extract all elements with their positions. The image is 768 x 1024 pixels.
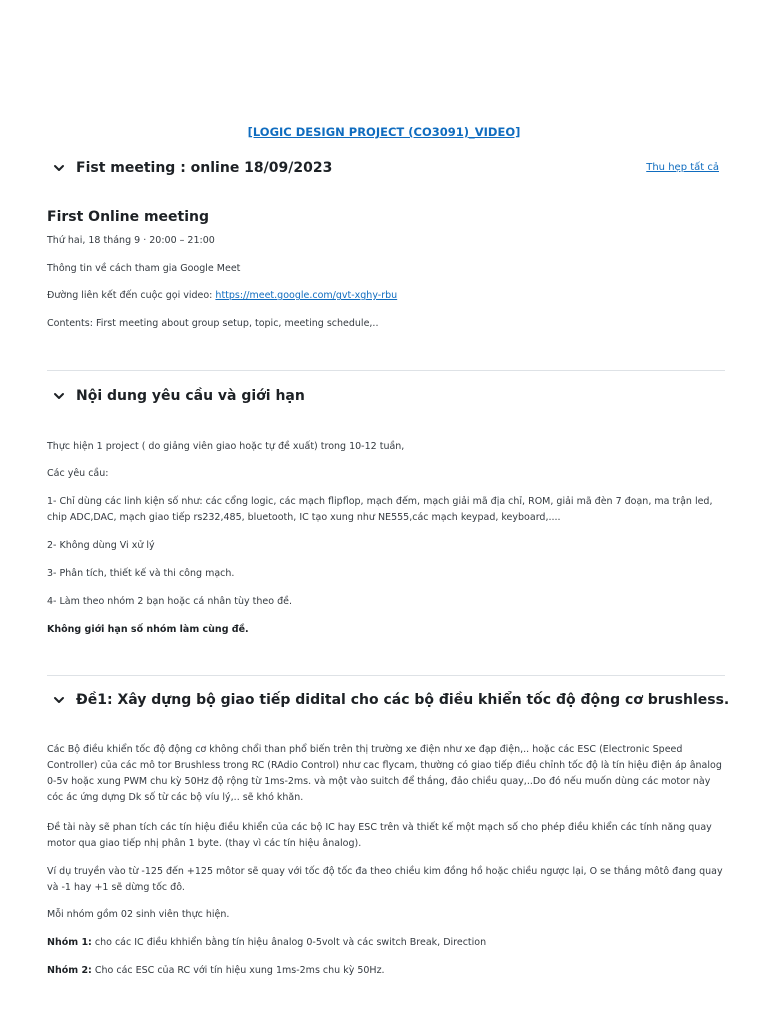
section-header-topic1[interactable]: [52, 692, 729, 708]
chevron-down-icon[interactable]: [52, 693, 66, 707]
meet-link[interactable]: https://meet.google.com/gvt-xghy-rbu: [215, 290, 398, 301]
group1-text: cho các IC điều khhiển bằng tín hiệu ânalog 0-5volt và các switch Break, Direction: [91, 937, 487, 948]
group2-line: [47, 963, 727, 979]
chevron-down-icon[interactable]: [52, 389, 66, 403]
video-link-label: Đường liên kết đến cuộc gọi video:: [47, 290, 216, 301]
requirement-text: 4- Làm theo nhóm 2 bạn hoặc cá nhân tùy theo đề.: [47, 596, 292, 607]
topic-text: Mỗi nhóm gồm 02 sinh viên thực hiện.: [47, 909, 230, 920]
section-divider: [47, 675, 725, 676]
collapse-all-link[interactable]: Thu hẹp tất cả: [646, 162, 719, 173]
section-title: Nội dung yêu cầu và giới hạn: [76, 388, 305, 404]
event-contents: Contents: First meeting about group setup, topic, meeting schedule,..: [47, 318, 379, 329]
section-divider: [47, 370, 725, 371]
chevron-down-icon[interactable]: [52, 161, 66, 175]
meet-info: Thông tin về cách tham gia Google Meet: [47, 263, 241, 274]
requirement-text: 3- Phân tích, thiết kế và thi công mạch.: [47, 568, 235, 579]
group2-text: Cho các ESC của RC với tín hiệu xung 1ms-2ms chu kỳ 50Hz.: [91, 965, 385, 976]
requirement-text: Các yêu cầu:: [47, 468, 109, 479]
requirement-note-bold: Không giới hạn số nhóm làm cùng đề.: [47, 624, 249, 635]
topic-text: Đề tài này sẽ phan tích các tín hiệu điều khiển của các bộ IC hay ESC trên và thiết kế một mạch số cho phép điều khiển các tính năng quay motor qua giao tiếp nhị phân 1 byte. (thay vì các tín hiệu ânalog).: [47, 822, 712, 849]
requirement-text: 1- Chỉ dùng các linh kiện số như: các cổng logic, các mạch flipflop, mạch đếm, mạch giải mã địa chỉ, ROM, giải mã đèn 7 đoạn, ma trận led, chip ADC,DAC, mạch giao tiếp rs232,485, bluetooth, IC tạo xung như NE555,các mạch keypad, keyboard,....: [47, 496, 713, 523]
group1-line: [47, 935, 727, 951]
event-time: Thứ hai, 18 tháng 9 · 20:00 – 21:00: [47, 235, 215, 246]
event-title: First Online meeting: [47, 209, 210, 225]
group1-label: Nhóm 1:: [47, 937, 92, 948]
topic-text: Các Bộ điều khiển tốc độ động cơ không chổi than phổ biến trên thị trường xe điện như xe đạp điện,.. hoặc các ESC (Electronic Speed Controller) của các mô tor Brushless trong RC (RAdio Control) như cac flycam, thường có giao tiếp điều chỉnh tốc độ là tín hiệu điện áp ânalog 0-5v hoặc xung PWM chu kỳ 50Hz độ rộng từ 1ms-2ms. và một vào suitch để thắng, đảo chiều quay,..Do đó nếu muốn dùng các motor này cóc ác ứng dựng Dk số từ các bộ víu lý,.. sẽ khó khăn.: [47, 744, 722, 803]
section-title: Đề1: Xây dựng bộ giao tiếp didital cho các bộ điều khiển tốc độ động cơ brushless.: [76, 692, 730, 708]
course-title-link[interactable]: [LOGIC DESIGN PROJECT (CO3091)_VIDEO]: [247, 125, 521, 139]
section-header-first-meeting[interactable]: [52, 160, 332, 176]
section-title: Fist meeting : online 18/09/2023: [76, 160, 333, 176]
topic-text: Ví dụ truyền vào từ -125 đến +125 môtor sẽ quay với tốc độ tốc đa theo chiều kim đồng hồ hoặc chiều ngược lại, O se thắng môtô đang quay và -1 hay +1 sẽ dừng tốc đô.: [47, 866, 723, 893]
requirement-text: 2- Không dùng Vi xử lý: [47, 540, 155, 551]
video-link-line: [47, 288, 727, 304]
requirement-text: Thực hiện 1 project ( do giảng viên giao hoặc tự đề xuất) trong 10-12 tuần,: [47, 441, 405, 452]
section-header-requirements[interactable]: [52, 388, 305, 404]
group2-label: Nhóm 2:: [47, 965, 92, 976]
requirement-note: [47, 622, 727, 638]
